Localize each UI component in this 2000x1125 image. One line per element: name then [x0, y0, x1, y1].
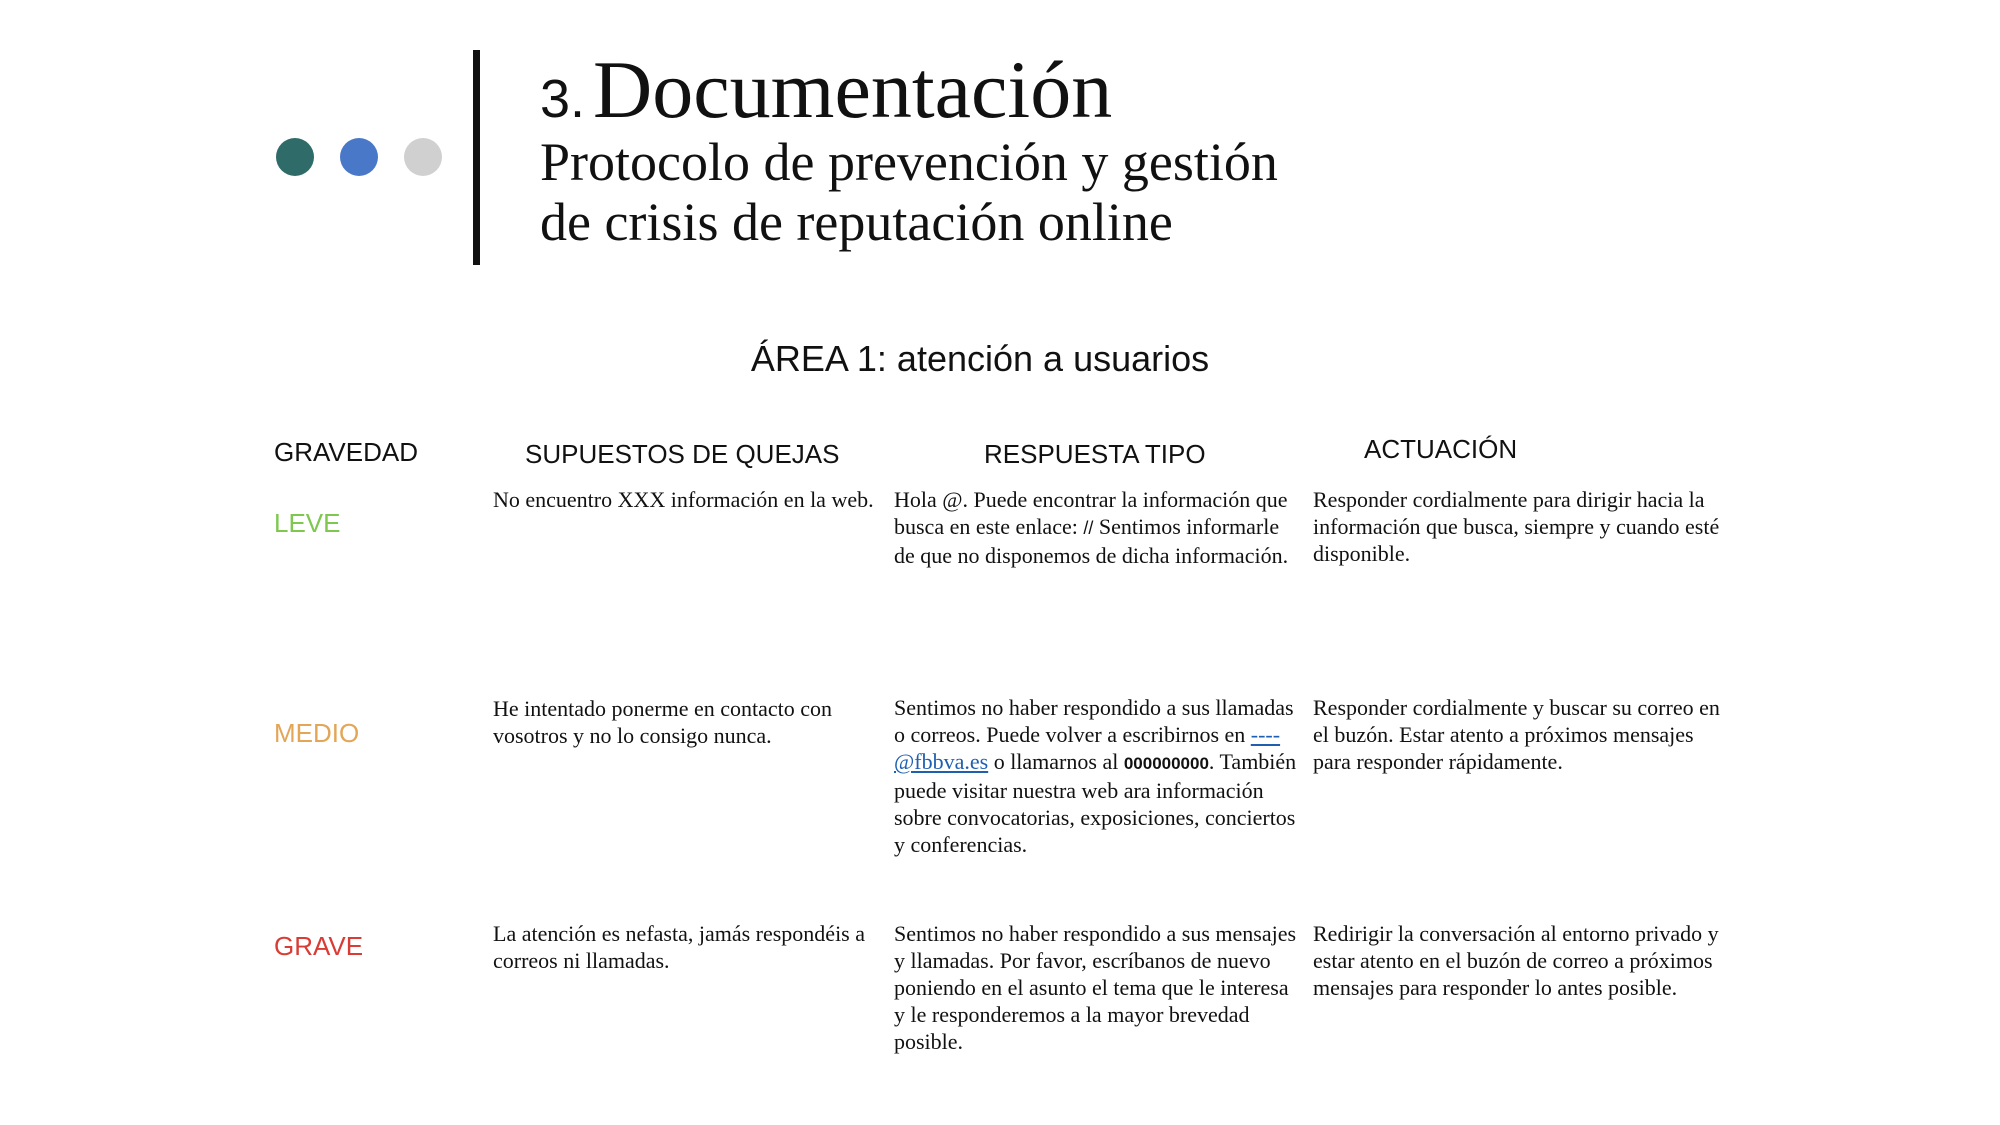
response-leve-text-b: Sentimos informarle de que no disponemos de dicha información.	[894, 514, 1289, 568]
column-header-gravedad: GRAVEDAD	[274, 437, 418, 467]
subtitle-line-2: de crisis de reputación online	[540, 192, 1173, 252]
complaint-medio: He intentado ponerme en contacto con vosotros y no lo consigo nunca.	[493, 696, 833, 748]
action-grave: Redirigir la conversación al entorno privado y estar atento en el buzón de correo a próximos mensajes para responder lo antes posible.	[1313, 921, 1719, 1000]
subtitle-line-1: Protocolo de prevención y gestión	[540, 132, 1278, 192]
response-medio-text-a: Sentimos no haber respondido a sus llamadas o correos. Puede volver a escribirnos en	[894, 695, 1294, 747]
column-header-actuacion: ACTUACIÓN	[1364, 434, 1518, 464]
area-title: ÁREA 1: atención a usuarios	[750, 338, 1210, 379]
complaint-grave: La atención es nefasta, jamás respondéis a correos ni llamadas.	[493, 921, 866, 973]
response-medio-text-c: . También puede visitar nuestra web ara información sobre convocatorias, exposiciones, conciertos y conferencias.	[894, 749, 1297, 857]
phone-number: 000000000	[1123, 754, 1209, 773]
response-leve-separator: //	[1083, 518, 1094, 538]
decorative-dot-blue	[340, 138, 378, 176]
page-subtitle	[540, 132, 1278, 252]
column-header-supuestos: SUPUESTOS DE QUEJAS	[525, 439, 840, 469]
response-grave: Sentimos no haber respondido a sus mensajes y llamadas. Por favor, escríbanos de nuevo poniendo en el asunto el tema que le interesa y le responderemos a la mayor brevedad posible.	[894, 921, 1297, 1054]
column-header-respuesta: RESPUESTA TIPO	[984, 439, 1206, 469]
header-divider-bar	[473, 50, 480, 265]
severity-leve: LEVE	[274, 508, 341, 538]
response-leve-text-a: Hola @. Puede encontrar la información que busca en este enlace:	[894, 487, 1288, 539]
decorative-dot-gray	[404, 138, 442, 176]
severity-medio: MEDIO	[274, 718, 360, 748]
response-medio	[894, 694, 1304, 858]
action-medio: Responder cordialmente y buscar su correo en el buzón. Estar atento a próximos mensajes para responder rápidamente.	[1313, 695, 1720, 774]
action-leve: Responder cordialmente para dirigir hacia la información que busca, siempre y cuando esté disponible.	[1313, 487, 1720, 566]
complaint-leve: No encuentro XXX información en la web.	[493, 487, 874, 512]
section-number: 3.	[540, 69, 586, 129]
decorative-dot-teal	[276, 138, 314, 176]
email-link[interactable]: ----@fbbva.es	[894, 722, 1281, 774]
response-leve	[894, 486, 1304, 569]
response-medio-text-b: o llamarnos al	[988, 749, 1124, 774]
section-title: Documentación	[593, 44, 1113, 135]
severity-grave: GRAVE	[274, 931, 364, 961]
